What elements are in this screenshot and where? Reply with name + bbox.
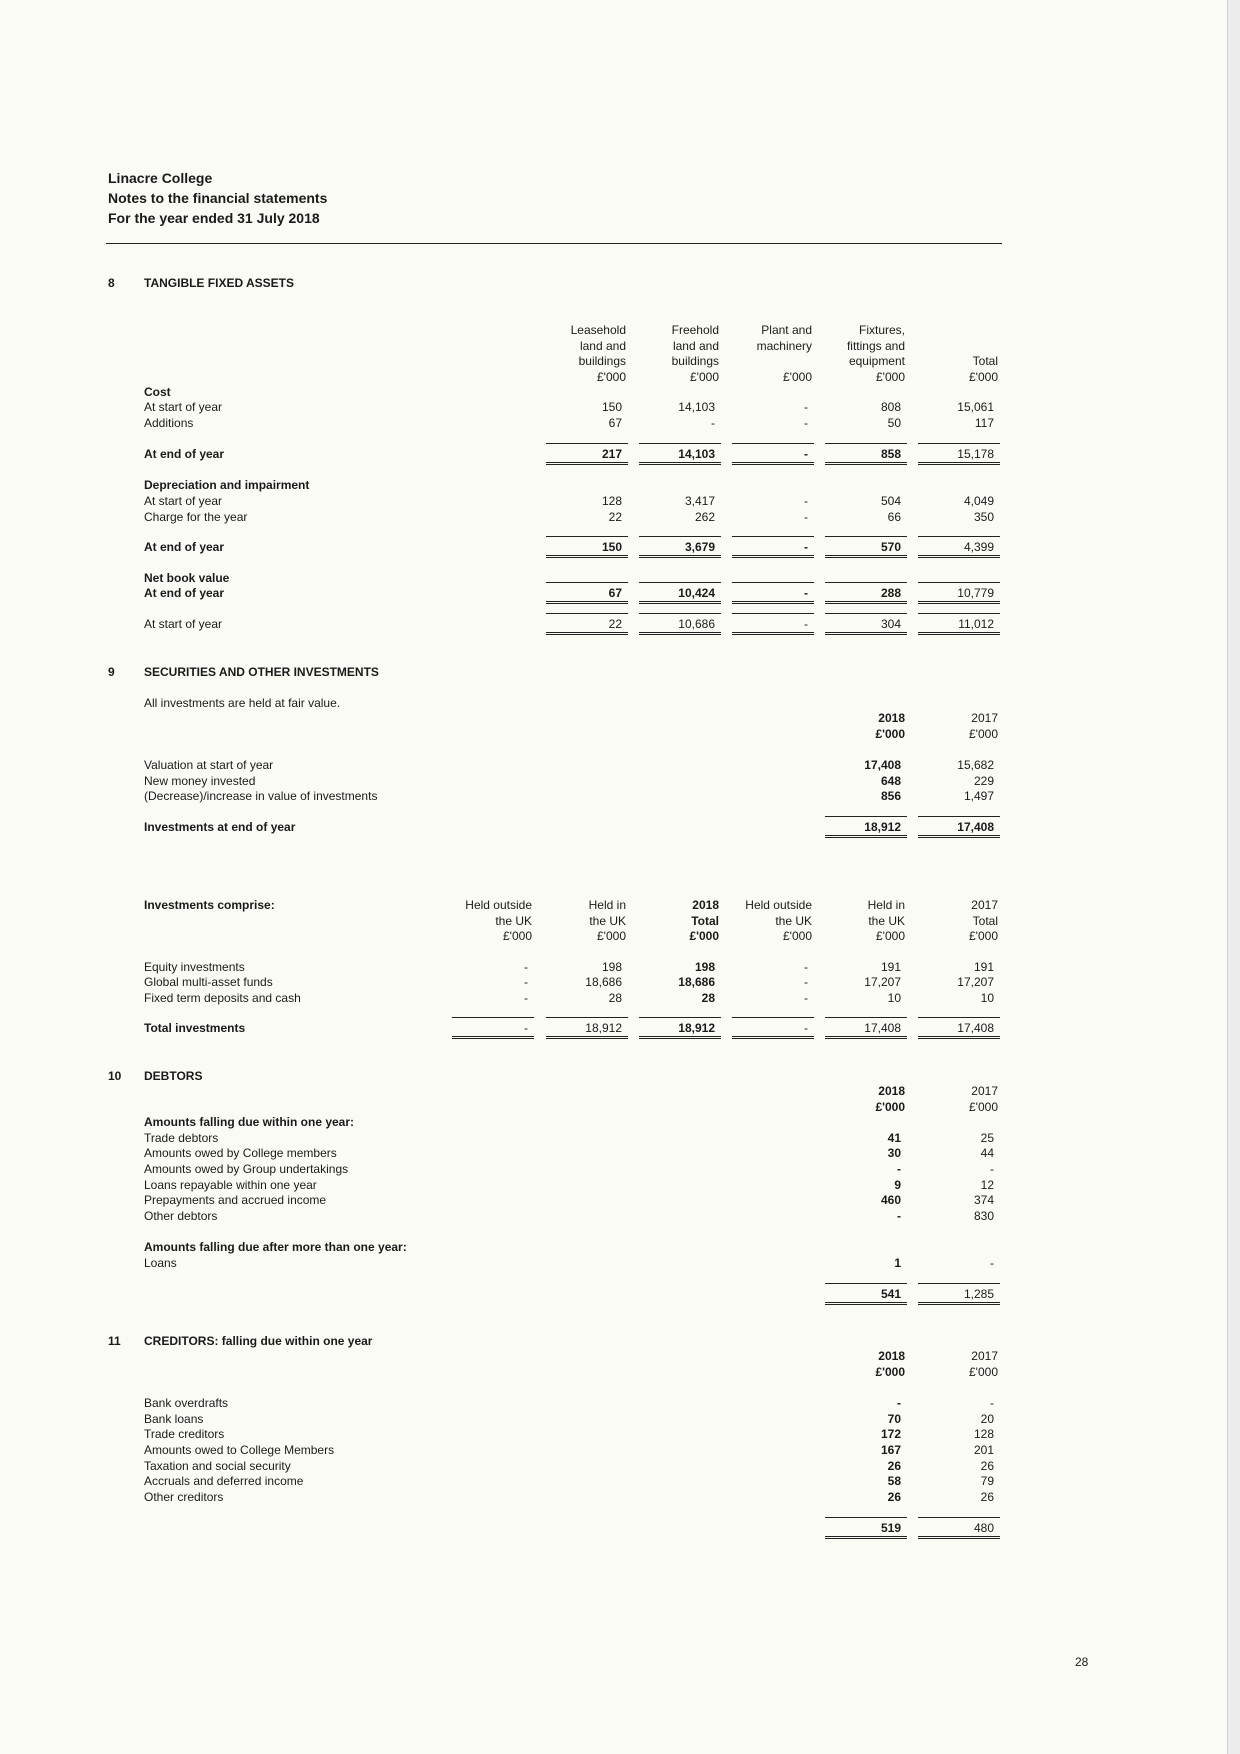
total-top-rule bbox=[918, 443, 1000, 444]
row-label: Amounts falling due after more than one year: bbox=[144, 1240, 407, 1254]
total-bottom-rule bbox=[732, 555, 814, 556]
row-label: Equity investments bbox=[144, 960, 245, 974]
cell-value: 4,049 bbox=[963, 494, 994, 508]
cell-value-2018: 172 bbox=[880, 1427, 901, 1441]
cell-value-2018: 1 bbox=[894, 1256, 901, 1270]
column-header: £'000 bbox=[503, 929, 532, 943]
total-top-rule bbox=[546, 613, 628, 614]
row-label: Total investments bbox=[144, 1021, 246, 1035]
column-header: Held outside bbox=[745, 898, 812, 912]
total-top-rule bbox=[732, 536, 814, 537]
column-header: £'000 bbox=[876, 929, 905, 943]
column-header: Held in bbox=[588, 898, 626, 912]
cell-value-2017: 128 bbox=[973, 1427, 994, 1441]
column-header: £'000 bbox=[597, 369, 626, 384]
total-bottom-rule bbox=[639, 462, 721, 463]
cell-value: 198 bbox=[694, 960, 715, 974]
row-label: Amounts falling due within one year: bbox=[144, 1115, 355, 1129]
total-bottom-rule bbox=[732, 462, 814, 463]
total-bottom-rule-double bbox=[825, 1038, 907, 1039]
total-bottom-rule bbox=[825, 462, 907, 463]
row-label: Bank overdrafts bbox=[144, 1396, 229, 1410]
total-bottom-rule-double bbox=[732, 603, 814, 604]
cell-value-2017: - bbox=[990, 1162, 994, 1176]
total-top-rule bbox=[546, 443, 628, 444]
column-header: Leasehold bbox=[570, 323, 626, 337]
cell-value-2017: 229 bbox=[973, 774, 994, 788]
total-bottom-rule-double bbox=[546, 557, 628, 558]
cell-value: - bbox=[804, 400, 808, 414]
column-header-2018-unit: £'000 bbox=[875, 1100, 905, 1114]
row-label: Investments at end of year bbox=[144, 820, 296, 834]
total-bottom-rule bbox=[918, 1036, 1000, 1037]
column-header: Total bbox=[972, 913, 998, 928]
cell-value-2018: 58 bbox=[887, 1474, 901, 1488]
cell-value-2018: 18,912 bbox=[864, 820, 901, 834]
cell-value: - bbox=[804, 975, 808, 989]
cell-value: - bbox=[804, 494, 808, 508]
cell-value: 67 bbox=[608, 416, 622, 430]
column-header: land and bbox=[672, 338, 719, 353]
row-label: At start of year bbox=[144, 617, 223, 631]
cell-value: 50 bbox=[887, 416, 901, 430]
total-bottom-rule-double bbox=[452, 1038, 534, 1039]
cell-value: 11,012 bbox=[958, 617, 994, 631]
cell-value: 10,424 bbox=[678, 586, 715, 600]
row-label: Loans bbox=[144, 1256, 177, 1270]
total-bottom-rule bbox=[732, 1036, 814, 1037]
total-top-rule bbox=[639, 536, 721, 537]
cell-value-2017: 201 bbox=[973, 1443, 994, 1457]
total-bottom-rule-double bbox=[546, 603, 628, 604]
total-bottom-rule bbox=[825, 555, 907, 556]
total-top-rule bbox=[639, 1017, 721, 1018]
row-label: Taxation and social security bbox=[144, 1459, 291, 1473]
total-bottom-rule-double bbox=[732, 634, 814, 635]
cell-value: 28 bbox=[608, 991, 622, 1005]
cell-value-2017: 25 bbox=[980, 1131, 994, 1145]
row-label: Other debtors bbox=[144, 1209, 218, 1223]
row-label: Other creditors bbox=[144, 1490, 224, 1504]
cell-value: 17,408 bbox=[957, 1021, 994, 1035]
note-number: 8 bbox=[108, 276, 115, 290]
total-bottom-rule-double bbox=[639, 1038, 721, 1039]
cell-value: 858 bbox=[880, 447, 901, 461]
column-header: buildings bbox=[578, 354, 626, 368]
row-label: Accruals and deferred income bbox=[144, 1474, 304, 1488]
row-label: Amounts owed to College Members bbox=[144, 1443, 335, 1457]
total-bottom-rule bbox=[825, 1036, 907, 1037]
cell-value-2017: 44 bbox=[980, 1146, 994, 1160]
row-label: At end of year bbox=[144, 540, 225, 554]
total-bottom-rule-double bbox=[825, 837, 907, 838]
total-bottom-rule-double bbox=[639, 464, 721, 465]
total-bottom-rule bbox=[918, 601, 1000, 602]
cell-value: 262 bbox=[694, 510, 715, 524]
column-header: £'000 bbox=[783, 369, 812, 384]
row-label: (Decrease)/increase in value of investments bbox=[144, 789, 378, 803]
cell-value: 17,408 bbox=[864, 1021, 901, 1035]
cell-value: 14,103 bbox=[678, 400, 715, 414]
column-header: £'000 bbox=[783, 929, 812, 943]
cell-value: 4,399 bbox=[963, 540, 994, 554]
cell-value: 10 bbox=[887, 991, 901, 1005]
total-bottom-rule-double bbox=[918, 1304, 1000, 1305]
cell-value-2018: 26 bbox=[887, 1459, 901, 1473]
row-label: Amounts owed by Group undertakings bbox=[144, 1162, 349, 1176]
total-top-rule bbox=[918, 1283, 1000, 1284]
column-header: the UK bbox=[589, 913, 626, 928]
cell-value-2017: 480 bbox=[973, 1521, 994, 1535]
total-bottom-rule-double bbox=[918, 1538, 1000, 1539]
total-top-rule bbox=[918, 582, 1000, 583]
total-top-rule bbox=[918, 536, 1000, 537]
total-bottom-rule bbox=[639, 601, 721, 602]
cell-value: 3,417 bbox=[684, 494, 715, 508]
column-header-2018: 2018 bbox=[878, 1084, 905, 1098]
column-header: equipment bbox=[848, 354, 905, 368]
cell-value: - bbox=[524, 975, 528, 989]
cell-value-2018: 856 bbox=[880, 789, 901, 803]
cell-value-2018: 519 bbox=[880, 1521, 901, 1535]
cell-value-2018: - bbox=[897, 1396, 901, 1410]
total-top-rule bbox=[732, 613, 814, 614]
total-bottom-rule-double bbox=[732, 557, 814, 558]
cell-value: 150 bbox=[601, 540, 622, 554]
total-top-rule bbox=[825, 443, 907, 444]
cell-value-2017: 830 bbox=[973, 1209, 994, 1223]
cell-value: 22 bbox=[608, 510, 622, 524]
row-label: Global multi-asset funds bbox=[144, 975, 273, 989]
row-label: Fixed term deposits and cash bbox=[144, 991, 301, 1005]
cell-value: - bbox=[524, 991, 528, 1005]
total-bottom-rule-double bbox=[639, 557, 721, 558]
total-bottom-rule bbox=[732, 632, 814, 633]
cell-value: - bbox=[524, 1021, 528, 1035]
column-header: machinery bbox=[756, 338, 812, 353]
document-title: Notes to the financial statements bbox=[108, 190, 328, 206]
cell-value-2017: - bbox=[990, 1256, 994, 1270]
total-bottom-rule bbox=[452, 1036, 534, 1037]
cell-value-2017: 79 bbox=[980, 1474, 994, 1488]
column-header: £'000 bbox=[689, 929, 719, 943]
total-bottom-rule-double bbox=[825, 464, 907, 465]
cell-value: 18,686 bbox=[678, 975, 715, 989]
total-bottom-rule bbox=[825, 835, 907, 836]
total-bottom-rule-double bbox=[918, 557, 1000, 558]
cell-value: 150 bbox=[601, 400, 622, 414]
column-header: the UK bbox=[775, 913, 812, 928]
cell-value-2018: 70 bbox=[887, 1412, 901, 1426]
total-bottom-rule-double bbox=[732, 1038, 814, 1039]
column-header-2018: 2018 bbox=[878, 1349, 905, 1363]
cell-value: 18,686 bbox=[585, 975, 622, 989]
total-bottom-rule bbox=[918, 632, 1000, 633]
cell-value: 17,207 bbox=[957, 975, 994, 989]
cell-value: 808 bbox=[880, 400, 901, 414]
note-title: TANGIBLE FIXED ASSETS bbox=[144, 276, 295, 290]
row-label: Bank loans bbox=[144, 1412, 204, 1426]
total-top-rule bbox=[639, 443, 721, 444]
note-number: 11 bbox=[108, 1334, 121, 1348]
row-label: Cost bbox=[144, 385, 171, 399]
cell-value: 350 bbox=[973, 510, 994, 524]
total-bottom-rule bbox=[639, 1036, 721, 1037]
total-bottom-rule bbox=[546, 555, 628, 556]
total-bottom-rule bbox=[918, 1302, 1000, 1303]
cell-value-2017: 15,682 bbox=[957, 758, 994, 772]
note-title: SECURITIES AND OTHER INVESTMENTS bbox=[144, 665, 379, 679]
total-bottom-rule bbox=[732, 601, 814, 602]
total-top-rule bbox=[825, 1283, 907, 1284]
total-bottom-rule bbox=[546, 1036, 628, 1037]
total-bottom-rule-double bbox=[918, 634, 1000, 635]
column-header: Fixtures, bbox=[858, 323, 905, 337]
cell-value: 66 bbox=[887, 510, 901, 524]
cell-value: 217 bbox=[601, 447, 622, 461]
cell-value: - bbox=[804, 510, 808, 524]
cell-value: - bbox=[804, 540, 808, 554]
column-header-2018-unit: £'000 bbox=[875, 1365, 905, 1379]
column-header: £'000 bbox=[969, 929, 998, 943]
total-top-rule bbox=[918, 613, 1000, 614]
total-bottom-rule bbox=[546, 601, 628, 602]
cell-value: 198 bbox=[601, 960, 622, 974]
total-bottom-rule-double bbox=[918, 464, 1000, 465]
cell-value-2018: 26 bbox=[887, 1490, 901, 1504]
cell-value: 15,061 bbox=[957, 400, 994, 414]
cell-value: 18,912 bbox=[585, 1021, 622, 1035]
column-header: £'000 bbox=[876, 369, 905, 384]
row-label: At start of year bbox=[144, 400, 223, 414]
total-bottom-rule-double bbox=[825, 1304, 907, 1305]
total-top-rule bbox=[918, 1517, 1000, 1518]
cell-value-2017: 374 bbox=[973, 1193, 994, 1207]
cell-value-2018: 9 bbox=[894, 1178, 901, 1192]
total-top-rule bbox=[825, 1517, 907, 1518]
cell-value: - bbox=[804, 960, 808, 974]
cell-value: - bbox=[804, 416, 808, 430]
cell-value-2018: 460 bbox=[880, 1193, 901, 1207]
row-label: Depreciation and impairment bbox=[144, 478, 310, 492]
row-label: At start of year bbox=[144, 494, 223, 508]
total-bottom-rule bbox=[825, 1302, 907, 1303]
total-bottom-rule bbox=[546, 632, 628, 633]
cell-value-2018: - bbox=[897, 1209, 901, 1223]
cell-value: - bbox=[804, 1021, 808, 1035]
total-top-rule bbox=[546, 536, 628, 537]
column-header: 2017 bbox=[971, 898, 998, 912]
cell-value: 22 bbox=[608, 617, 622, 631]
total-top-rule bbox=[825, 582, 907, 583]
total-bottom-rule-double bbox=[546, 1038, 628, 1039]
cell-value-2018: 167 bbox=[880, 1443, 901, 1457]
total-bottom-rule bbox=[918, 555, 1000, 556]
note-title: DEBTORS bbox=[144, 1069, 203, 1083]
row-label: Net book value bbox=[144, 571, 230, 585]
total-top-rule bbox=[918, 816, 1000, 817]
total-top-rule bbox=[452, 1017, 534, 1018]
column-header: Total bbox=[972, 354, 998, 368]
cell-value-2017: 17,408 bbox=[957, 820, 994, 834]
total-top-rule bbox=[639, 613, 721, 614]
row-label: Additions bbox=[144, 416, 194, 430]
cell-value: 304 bbox=[880, 617, 901, 631]
note-title: CREDITORS: falling due within one year bbox=[144, 1334, 373, 1348]
page-edge-shadow bbox=[1228, 0, 1240, 1754]
row-label: Charge for the year bbox=[144, 510, 248, 524]
column-header: Plant and bbox=[761, 323, 812, 337]
cell-value: - bbox=[524, 960, 528, 974]
total-bottom-rule-double bbox=[546, 634, 628, 635]
total-bottom-rule bbox=[639, 632, 721, 633]
total-bottom-rule-double bbox=[825, 1538, 907, 1539]
total-bottom-rule bbox=[918, 835, 1000, 836]
cell-value-2018: 30 bbox=[887, 1146, 901, 1160]
total-top-rule bbox=[546, 582, 628, 583]
total-top-rule bbox=[732, 443, 814, 444]
column-header: fittings and bbox=[846, 338, 905, 353]
total-top-rule bbox=[825, 816, 907, 817]
cell-value: 17,207 bbox=[864, 975, 901, 989]
cell-value: 28 bbox=[701, 991, 715, 1005]
cell-value: - bbox=[804, 991, 808, 1005]
cell-value: 504 bbox=[880, 494, 901, 508]
column-header-2017: 2017 bbox=[971, 1084, 998, 1098]
total-bottom-rule-double bbox=[825, 603, 907, 604]
column-header: Held in bbox=[867, 898, 905, 912]
total-top-rule bbox=[825, 536, 907, 537]
total-bottom-rule bbox=[825, 632, 907, 633]
cell-value: 10,686 bbox=[678, 617, 715, 631]
total-top-rule bbox=[546, 1017, 628, 1018]
row-label: Prepayments and accrued income bbox=[144, 1193, 327, 1207]
cell-value: 67 bbox=[608, 586, 622, 600]
column-header: buildings bbox=[671, 354, 719, 368]
cell-value: 288 bbox=[880, 586, 901, 600]
cell-value: - bbox=[804, 586, 808, 600]
total-bottom-rule bbox=[825, 1536, 907, 1537]
cell-value: 3,679 bbox=[684, 540, 715, 554]
total-bottom-rule-double bbox=[825, 634, 907, 635]
cell-value: 570 bbox=[880, 540, 901, 554]
total-bottom-rule-double bbox=[825, 557, 907, 558]
column-header: 2018 bbox=[692, 898, 719, 912]
column-header-2018-unit: £'000 bbox=[875, 727, 905, 741]
total-bottom-rule-double bbox=[918, 1038, 1000, 1039]
column-header: the UK bbox=[868, 913, 905, 928]
total-top-rule bbox=[825, 1017, 907, 1018]
header-rule bbox=[106, 243, 1002, 244]
column-header: £'000 bbox=[597, 929, 626, 943]
note-intro: All investments are held at fair value. bbox=[144, 696, 341, 710]
total-bottom-rule bbox=[918, 462, 1000, 463]
cell-value-2017: 12 bbox=[980, 1178, 994, 1192]
cell-value: - bbox=[804, 617, 808, 631]
row-label: Amounts owed by College members bbox=[144, 1146, 337, 1160]
cell-value: 14,103 bbox=[678, 447, 715, 461]
cell-value: 117 bbox=[974, 416, 994, 430]
total-bottom-rule bbox=[825, 601, 907, 602]
row-label: Trade debtors bbox=[144, 1131, 219, 1145]
note-number: 9 bbox=[108, 665, 115, 679]
cell-value: 191 bbox=[973, 960, 994, 974]
total-bottom-rule bbox=[639, 555, 721, 556]
column-header-2017: 2017 bbox=[971, 711, 998, 725]
total-top-rule bbox=[918, 1017, 1000, 1018]
cell-value: 10,779 bbox=[957, 586, 994, 600]
total-bottom-rule-double bbox=[918, 837, 1000, 838]
cell-value: 128 bbox=[601, 494, 622, 508]
column-header: £'000 bbox=[969, 369, 998, 384]
cell-value: - bbox=[804, 447, 808, 461]
cell-value: 191 bbox=[880, 960, 901, 974]
total-top-rule bbox=[732, 582, 814, 583]
cell-value-2018: 648 bbox=[880, 774, 901, 788]
period-title: For the year ended 31 July 2018 bbox=[108, 210, 320, 226]
column-header-2017-unit: £'000 bbox=[969, 727, 998, 741]
total-top-rule bbox=[825, 613, 907, 614]
column-header: £'000 bbox=[690, 369, 719, 384]
cell-value-2018: 17,408 bbox=[864, 758, 901, 772]
total-top-rule bbox=[639, 582, 721, 583]
cell-value-2017: 1,497 bbox=[963, 789, 994, 803]
total-bottom-rule bbox=[918, 1536, 1000, 1537]
cell-value: - bbox=[711, 416, 715, 430]
row-label: New money invested bbox=[144, 774, 256, 788]
row-label: At end of year bbox=[144, 586, 225, 600]
row-label: Loans repayable within one year bbox=[144, 1178, 317, 1192]
cell-value: 10 bbox=[980, 991, 994, 1005]
total-bottom-rule-double bbox=[918, 603, 1000, 604]
column-header-2017: 2017 bbox=[971, 1349, 998, 1363]
total-bottom-rule-double bbox=[639, 603, 721, 604]
cell-value-2017: 26 bbox=[980, 1459, 994, 1473]
column-header: the UK bbox=[495, 913, 532, 928]
cell-value-2018: 541 bbox=[880, 1287, 901, 1301]
column-header-2018: 2018 bbox=[878, 711, 905, 725]
cell-value-2017: - bbox=[990, 1396, 994, 1410]
cell-value-2017: 26 bbox=[980, 1490, 994, 1504]
cell-value-2017: 20 bbox=[980, 1412, 994, 1426]
cell-value-2018: - bbox=[897, 1162, 901, 1176]
total-bottom-rule-double bbox=[546, 464, 628, 465]
row-label: At end of year bbox=[144, 447, 225, 461]
column-header-2017-unit: £'000 bbox=[969, 1365, 998, 1379]
comprise-title: Investments comprise: bbox=[144, 898, 275, 912]
column-header: Held outside bbox=[465, 898, 532, 912]
total-bottom-rule-double bbox=[639, 634, 721, 635]
row-label: Valuation at start of year bbox=[144, 758, 274, 772]
total-bottom-rule bbox=[546, 462, 628, 463]
column-header: land and bbox=[579, 338, 626, 353]
cell-value-2018: 41 bbox=[887, 1131, 901, 1145]
note-number: 10 bbox=[108, 1069, 122, 1083]
total-top-rule bbox=[732, 1017, 814, 1018]
cell-value-2017: 1,285 bbox=[963, 1287, 994, 1301]
total-bottom-rule-double bbox=[732, 464, 814, 465]
page-number: 28 bbox=[1075, 1655, 1089, 1669]
column-header-2017-unit: £'000 bbox=[969, 1100, 998, 1114]
college-name: Linacre College bbox=[108, 170, 213, 186]
row-label: Trade creditors bbox=[144, 1427, 225, 1441]
cell-value: 18,912 bbox=[678, 1021, 715, 1035]
column-header: Freehold bbox=[671, 323, 719, 337]
cell-value: 15,178 bbox=[957, 447, 994, 461]
column-header: Total bbox=[691, 913, 719, 928]
